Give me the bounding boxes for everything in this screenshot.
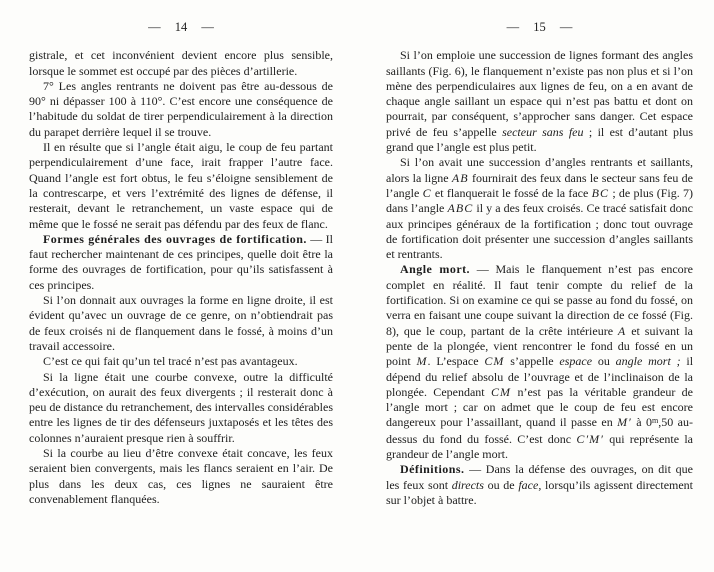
- text-segment: Il en résulte que si l’angle était aigu, le coup de feu partant perpendiculairement d’une face, irait frapper l’autre face. Quand l’angle est fort obtus, le feu s’éloigne sensiblement de la contrescarpe, et vers l’extrémité des lignes de défense, il resterait, devant le retranchement, un vaste espace qui de même que le fossé ne serait pas défendu par des feux de flanc.: [29, 140, 333, 231]
- run-in-heading: Définitions.: [400, 462, 465, 477]
- text-segment: à 0: [631, 415, 653, 430]
- paragraph-definitions: [386, 462, 693, 508]
- text-segment: fournirait des feux dans le secteur sans feu de l’angle: [386, 170, 693, 200]
- text-segment: Si la ligne était une courbe convexe, outre la difficulté d’exécution, on aurait des feux divergents ; il resterait donc à peu de distance du retranchement, des intervalles considérables entre les lignes de tir des défenseurs juxtaposés et les têtes des colonnes n’auraient presque rien à souffrir.: [29, 369, 333, 445]
- term-espace: espace: [559, 354, 593, 369]
- page-15: [386, 20, 693, 508]
- math-label: C′M′: [576, 431, 604, 446]
- text-segment: il y a des feux croisés. Ce tracé satisfait donc aux principes généraux de la fortification ; donc tout ouvrage de fortification doit présenter une succession d’angles saillants et rentrants.: [386, 201, 693, 262]
- text-segment: Si l’on emploie une succession de lignes formant des angles saillants (Fig. 6), le flanquement n’existe pas non plus et si l’on mène des perpendiculaires aux lignes de feu, on a en avant de chaque angle saillant un espace qui n’est pas battu et dont on pourrait, par conséquent, s’approcher sans danger. Cet espace privé de feu s’appelle: [386, 48, 693, 139]
- term-face: face,: [518, 477, 542, 492]
- run-in-heading: Formes générales des ouvrages de fortification.: [43, 231, 307, 246]
- paragraph: [29, 140, 333, 232]
- math-label: C: [422, 185, 432, 200]
- text-segment: et suivant la pente de la plongée, vient rencontrer le fond du fossé en un point: [386, 323, 693, 369]
- superscript-metre: m: [652, 415, 659, 425]
- text-segment: Si l’on avait une succession d’angles rentrants et saillants, alors la ligne: [386, 155, 693, 185]
- math-label: A: [617, 323, 627, 338]
- paragraph: [29, 79, 333, 140]
- math-label: M: [416, 354, 428, 369]
- paragraph: [29, 48, 333, 79]
- paragraph-angle-mort: [386, 262, 693, 462]
- paragraph: [386, 48, 693, 155]
- term-directs: directs: [451, 477, 484, 492]
- text-segment: ou: [592, 354, 616, 369]
- math-label: CM: [484, 354, 505, 369]
- text-segment: gistrale, et cet inconvénient devient encore plus sensible, lorsque le sommet est occupé par des pièces d’artillerie.: [29, 48, 333, 78]
- page-15-body: [386, 48, 693, 508]
- text-segment: 7° Les angles rentrants ne doivent pas être au-dessous de 90° ni dépasser 100 à 110°. C’est encore une conséquence de l’habitude du soldat de tirer perpendiculairement à la direction du parapet derrière lequel il se trouve.: [29, 78, 333, 139]
- text-segment: et flanquerait le fossé de la face: [431, 185, 592, 200]
- text-segment: ,50 au-dessus du fond du fossé. C’est donc: [386, 415, 693, 446]
- paragraph: [29, 446, 333, 507]
- paragraph-formes-generales: [29, 232, 333, 293]
- text-segment: — Il faut rechercher maintenant de ces principes, quelle doit être la forme des ouvrages de fortification, pour qu’ils satisfassent à ces principes.: [29, 231, 333, 292]
- text-segment: ; de plus (Fig. 7) dans l’angle: [386, 185, 694, 216]
- math-label: M′: [617, 415, 632, 430]
- text-segment: ; il est d’autant plus grand que l’angle est plus petit.: [386, 124, 694, 155]
- text-segment: Si l’on donnait aux ouvrages la forme en ligne droite, il est évident qu’avec un ouvrage de ce genre, on n’obtiendrait pas de feux croisés ni de flanquement dans le fossé, à moins d’un travail accessoire.: [29, 293, 333, 353]
- math-label: AB: [451, 170, 469, 185]
- text-segment: — Mais le flanquement n’est pas encore complet en réalité. Il faut tenir compte du relief de la fortification. Si on examine ce qui se passe au fond du fossé, on verra en faisant une coupe suivant la direction de ce fossé (Fig. 8), que le coup, partant de la crête intérieure: [386, 262, 693, 338]
- term-secteur-sans-feu: secteur sans feu: [502, 124, 584, 139]
- text-segment: Si la courbe au lieu d’être convexe était concave, les feux seraient bien convergents, mais les flancs seraient en l’air. De plus dans les deux cas, ces lignes ne sauraient être convenablement flanquées.: [29, 446, 333, 506]
- page-14: [29, 20, 333, 507]
- text-segment: — Dans la défense des ouvrages, on dit que les feux sont: [386, 462, 693, 492]
- text-segment: ou de: [483, 477, 519, 492]
- math-label: CM: [490, 384, 512, 399]
- text-segment: il dépend du relief absolu de l’ouvrage et de l’inclinaison de la plongée. Cependant: [386, 354, 694, 399]
- text-segment: qui représente la grandeur de l’angle mort.: [386, 431, 694, 462]
- page-14-number: — 14 —: [148, 20, 214, 34]
- paragraph: [29, 370, 333, 446]
- text-segment: . L’espace: [427, 354, 485, 369]
- page-14-body: [29, 48, 333, 507]
- term-angle-mort: angle mort ;: [615, 354, 681, 369]
- paragraph: [29, 354, 333, 369]
- run-in-heading: Angle mort.: [400, 262, 470, 277]
- math-label: ABC: [447, 201, 474, 216]
- paragraph: [29, 293, 333, 354]
- math-label: BC: [591, 185, 610, 200]
- paragraph: [386, 155, 693, 262]
- text-segment: n’est pas la véritable grandeur de l’angle mort ; car on admet que le coup de feu est encore dangereux pour l’assaillant, quand il passe en: [386, 384, 693, 430]
- text-segment: C’est ce qui fait qu’un tel tracé n’est pas avantageux.: [43, 354, 298, 369]
- text-segment: lorsqu’ils agissent directement sur l’objet à battre.: [386, 477, 694, 507]
- page-15-number: — 15 —: [506, 20, 573, 34]
- text-segment: s’appelle: [504, 354, 560, 369]
